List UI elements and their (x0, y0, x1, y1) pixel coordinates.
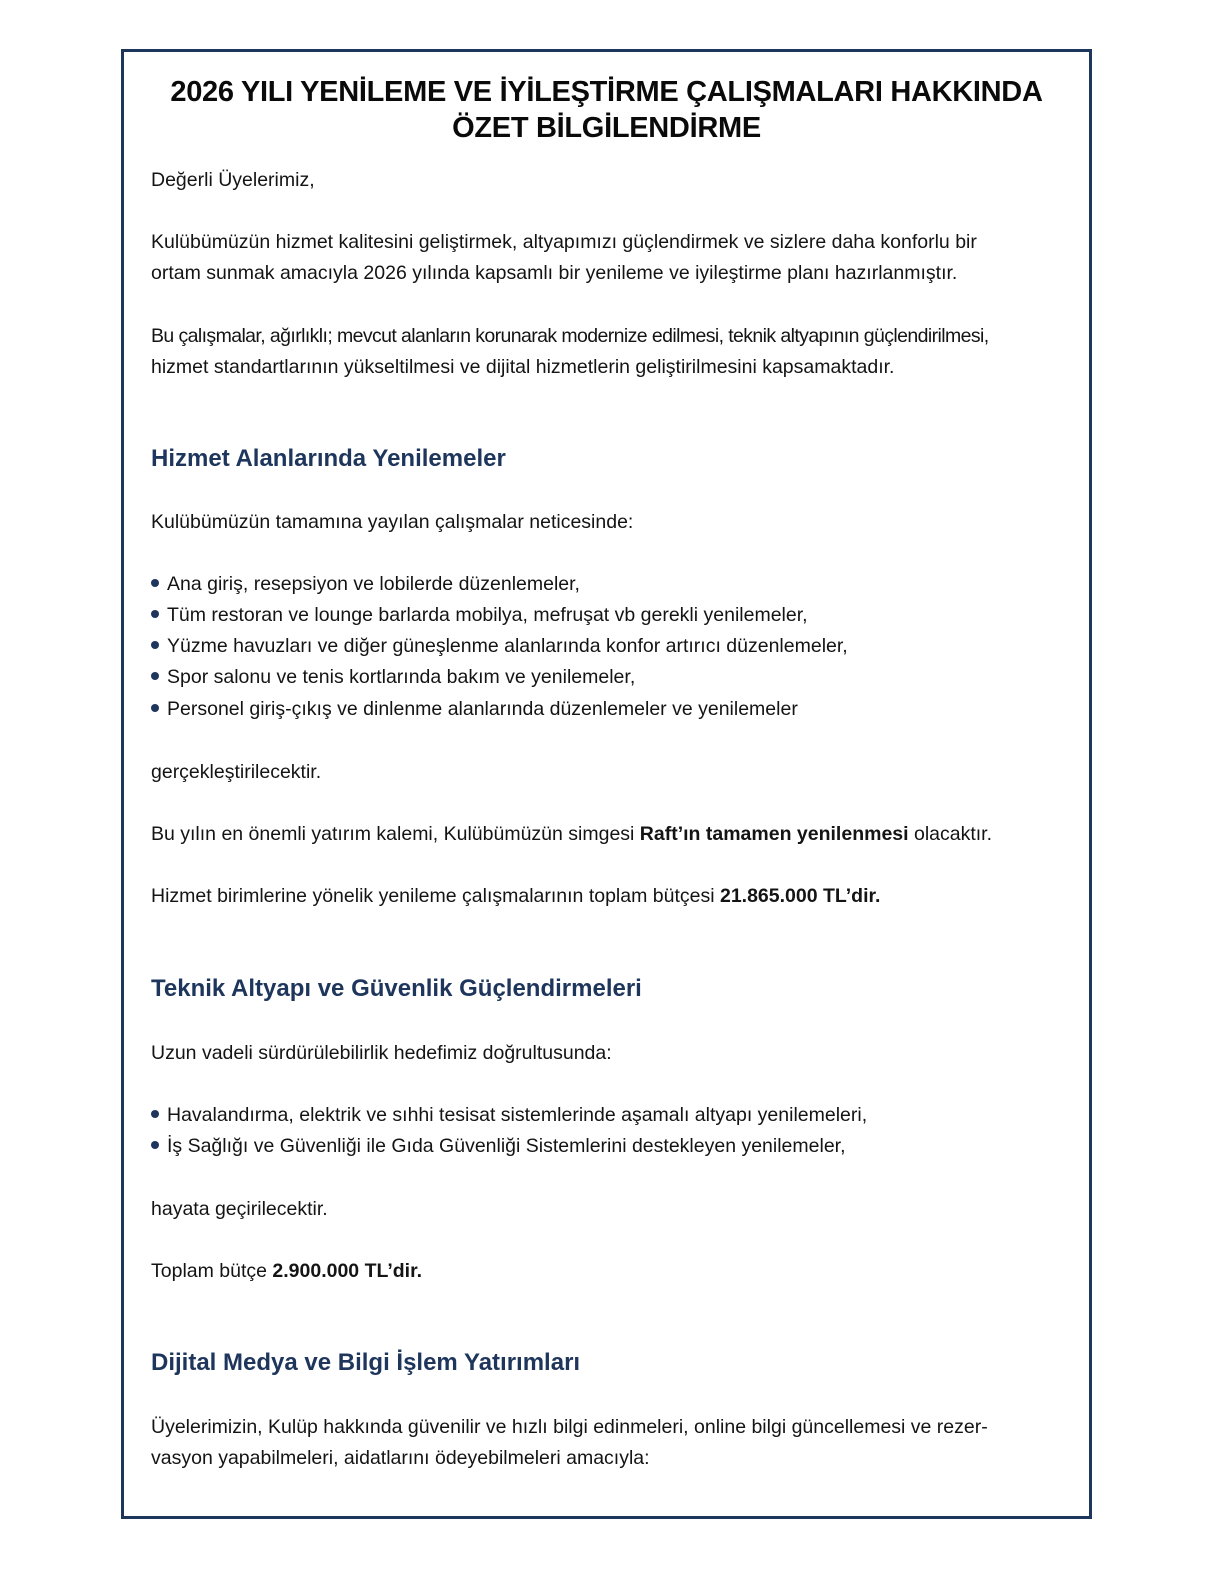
budget-amount: 21.865.000 TL (719, 885, 846, 907)
document-frame (121, 49, 1092, 1519)
bullet-icon (151, 641, 159, 649)
bullet-icon (151, 579, 159, 587)
section-heading-teknik-altyapi: Teknik Altyapı ve Güvenlik Güçlendirmeleri (151, 975, 642, 1002)
list-item: Havalandırma, elektrik ve sıhhi tesisat sistemlerinde aşamalı altyapı yenilemeleri, (151, 1103, 867, 1127)
salutation: Değerli Üyelerimiz, (151, 169, 315, 191)
title-line-1: 2026 YILI YENİLEME VE İYİLEŞTİRME ÇALIŞMALARI HAKKINDA (170, 76, 1043, 108)
budget-amount: 2.900.000 TL (272, 1260, 388, 1282)
list-item: Yüzme havuzları ve diğer güneşlenme alanlarında konfor artırıcı düzenlemeler, (151, 634, 848, 658)
title-line-2: ÖZET BİLGİLENDİRME (452, 112, 761, 144)
section-1-budget: Hizmet birimlerine yönelik yenileme çalışmalarının toplam bütçesi 21.865.000 TL’dir. (151, 885, 881, 907)
bullet-icon (151, 704, 159, 712)
list-item: Personel giriş-çıkış ve dinlenme alanlarında düzenlemeler ve yenilemeler (151, 697, 798, 721)
intro-paragraph-2-line-2: hizmet standartlarının yükseltilmesi ve dijital hizmetlerin geliştirilmesini kapsamaktadır. (151, 356, 895, 378)
list-item: Spor salonu ve tenis kortlarında bakım ve yenilemeler, (151, 665, 635, 689)
bullet-icon (151, 610, 159, 618)
raft-highlight-bold: Raft’ın tamamen yenilenmesi (639, 823, 909, 845)
section-heading-hizmet-alanlari: Hizmet Alanlarında Yenilemeler (151, 445, 506, 472)
bullet-icon (151, 1141, 159, 1149)
section-heading-dijital-medya: Dijital Medya ve Bilgi İşlem Yatırımları (151, 1349, 581, 1376)
section-2-closing: hayata geçirilecektir. (151, 1198, 328, 1220)
section-1-closing: gerçekleştirilecektir. (151, 761, 322, 783)
intro-paragraph-1-line-1: Kulübümüzün hizmet kalitesini geliştirmek, altyapımızı güçlendirmek ve sizlere daha konforlu bir (151, 231, 977, 253)
bullet-icon (151, 672, 159, 680)
list-item: Tüm restoran ve lounge barlarda mobilya, mefruşat vb gerekli yenilemeler, (151, 603, 808, 627)
section-2-budget: Toplam bütçe 2.900.000 TL’dir. (151, 1260, 423, 1282)
section-3-lead-line-2: vasyon yapabilmeleri, aidatlarını ödeyebilmeleri amacıyla: (151, 1447, 650, 1469)
section-2-lead: Uzun vadeli sürdürülebilirlik hedefimiz doğrultusunda: (151, 1042, 612, 1064)
section-1-lead: Kulübümüzün tamamına yayılan çalışmalar neticesinde: (151, 511, 634, 533)
section-3-lead-line-1: Üyelerimizin, Kulüp hakkında güvenilir ve hızlı bilgi edinmeleri, online bilgi güncellemesi ve rezer- (151, 1416, 988, 1438)
bullet-icon (151, 1110, 159, 1118)
intro-paragraph-2-line-1: Bu çalışmalar, ağırlıklı; mevcut alanların korunarak modernize edilmesi, teknik altyapının güçlendirilmesi, (151, 325, 989, 347)
list-item: Ana giriş, resepsiyon ve lobilerde düzenlemeler, (151, 572, 580, 596)
intro-paragraph-1-line-2: ortam sunmak amacıyla 2026 yılında kapsamlı bir yenileme ve iyileştirme planı hazırlanmıştır. (151, 262, 958, 284)
raft-highlight: Bu yılın en önemli yatırım kalemi, Kulübümüzün simgesi Raft’ın tamamen yenilenmesi olacaktır. (151, 823, 993, 845)
document-title (124, 74, 1089, 146)
list-item: İş Sağlığı ve Güvenliği ile Gıda Güvenliği Sistemlerini destekleyen yenilemeler, (151, 1134, 846, 1158)
